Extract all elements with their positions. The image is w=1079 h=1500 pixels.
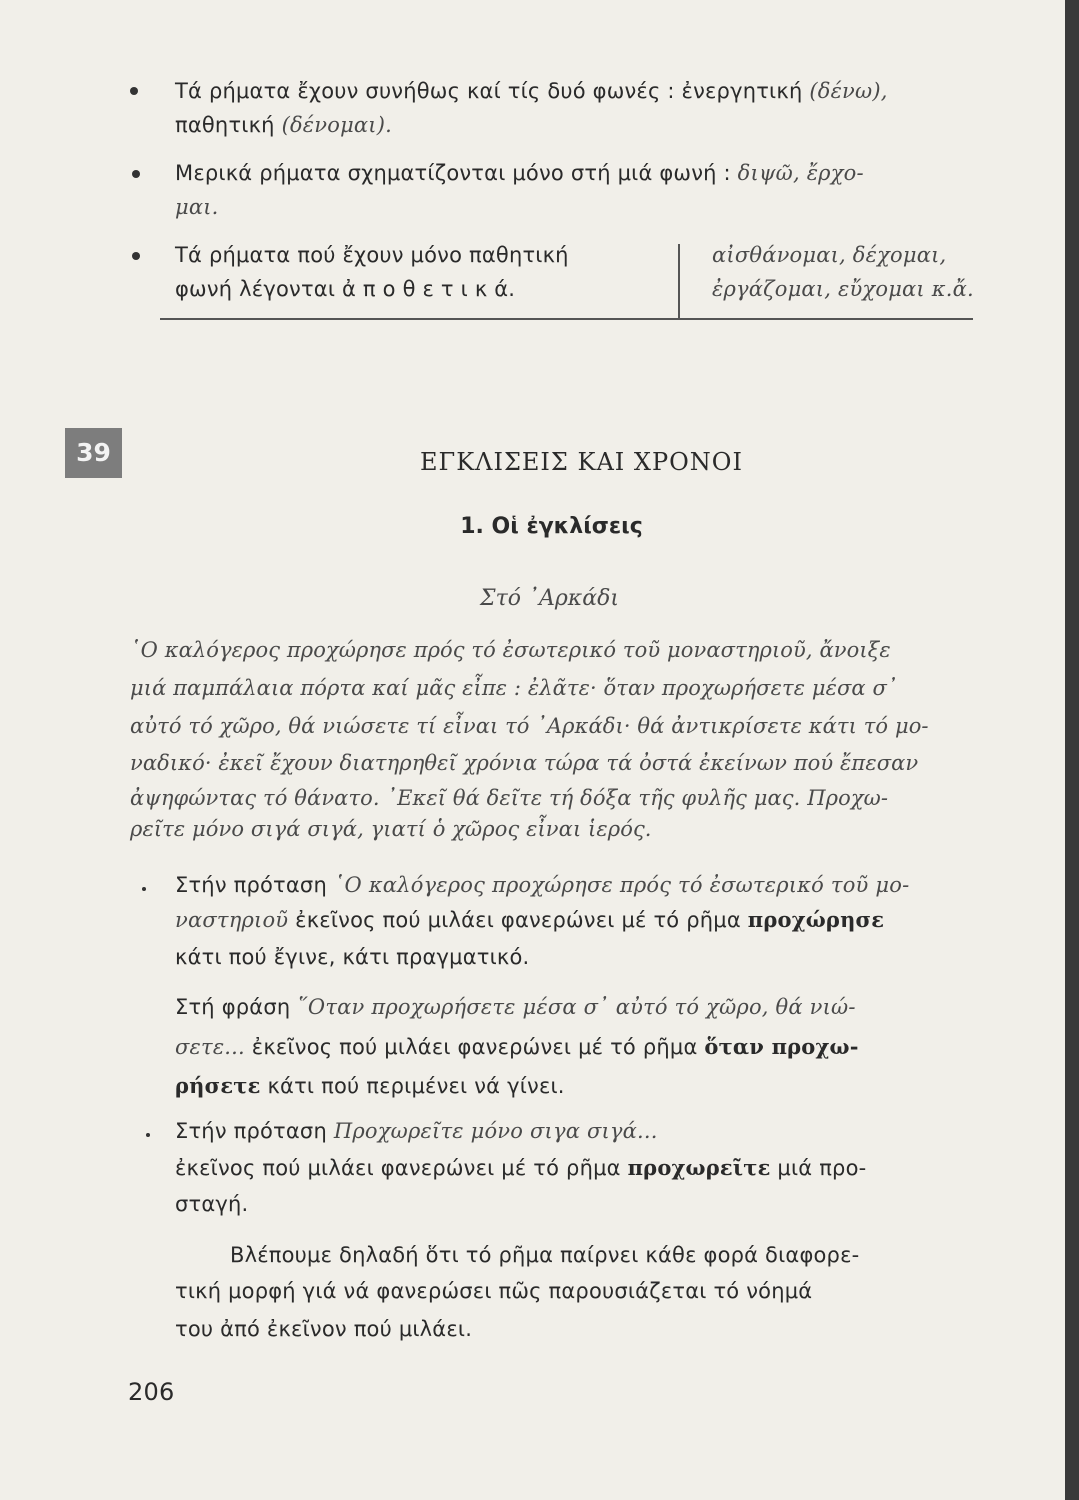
table-vertical-divider [678, 244, 680, 318]
explanation-p2-line1: Στή φράση ῞Οταν προχωρήσετε μέσα σ᾿ αὐτό τό χῶρο, θά νιώ- [175, 995, 856, 1019]
passage-title: Στό ᾿Αρκάδι [480, 586, 619, 611]
voices-bullet2-line2: μαι. [175, 195, 219, 219]
passage-line: ρεῖτε μόνο σιγά σιγά, γιατί ὁ χῶρος εἶναι ἱερός. [130, 817, 652, 841]
deponent-examples-line2: ἐργάζομαι, εὔχομαι κ.ἄ. [712, 277, 974, 301]
voices-bullet1-line1: Τά ρήματα ἔχουν συνήθως καί τίς δυό φωνές : ἐνεργητική (δένω), [175, 79, 888, 103]
passage-line: μιά παμπάλαια πόρτα καί μᾶς εἶπε : ἐλᾶτε· ὅταν προχωρήσετε μέσα σ᾿ [130, 676, 898, 700]
explanation-p3-line3: σταγή. [175, 1192, 249, 1216]
voices-bullet3-line2: φωνή λέγονται ἀ π ο θ ε τ ι κ ά. [175, 277, 516, 301]
voices-bullet2-line1: Μερικά ρήματα σχηματίζονται μόνο στή μιά φωνή : διψῶ, ἔρχο- [175, 161, 864, 185]
bullet-dot [146, 1133, 150, 1137]
explanation-p1-line1: Στήν πρόταση ῾Ο καλόγερος προχώρησε πρός τό ἐσωτερικό τοῦ μο- [175, 873, 910, 897]
section-title: ΕΓΚΛΙΣΕΙΣ ΚΑΙ ΧΡΟΝΟΙ [420, 448, 743, 476]
bullet-dot [132, 170, 140, 178]
table-bottom-rule [160, 318, 973, 320]
explanation-p1-line3: κάτι πού ἔγινε, κάτι πραγματικό. [175, 945, 530, 969]
explanation-p1-line2: ναστηριοῦ ἐκεῖνος πού μιλάει φανερώνει μέ τό ρῆμα προχώρησε [175, 907, 885, 932]
passage-line: ἀψηφώντας τό θάνατο. ᾿Εκεῖ θά δεῖτε τή δόξα τῆς φυλῆς μας. Προχω- [130, 786, 889, 810]
page-edge-shadow [1065, 0, 1079, 1500]
explanation-p4-line3: του ἀπό ἐκεῖνον πού μιλάει. [175, 1317, 473, 1341]
explanation-p4-line2: τική μορφή γιά νά φανερώσει πῶς παρουσιάζεται τό νόημά [175, 1279, 813, 1303]
explanation-p2-line3: ρήσετε κάτι πού περιμένει νά γίνει. [175, 1073, 565, 1098]
voices-bullet1-line2: παθητική (δένομαι). [175, 113, 393, 137]
section-subtitle: 1. Οἱ ἐγκλίσεις [460, 514, 643, 539]
bullet-dot [132, 252, 140, 260]
deponent-examples-line1: αἰσθάνομαι, δέχομαι, [712, 243, 947, 267]
explanation-p3-line2: ἐκεῖνος πού μιλάει φανερώνει μέ τό ρῆμα προχωρεῖτε μιά προ- [175, 1155, 867, 1180]
passage-line: αὐτό τό χῶρο, θά νιώσετε τί εἶναι τό ᾿Αρκάδι· θά ἀντικρίσετε κάτι τό μο- [130, 714, 929, 738]
explanation-p4-line1: Βλέπουμε δηλαδή ὅτι τό ρῆμα παίρνει κάθε φορά διαφορε- [230, 1243, 860, 1267]
explanation-p2-line2: σετε... ἐκεῖνος πού μιλάει φανερώνει μέ τό ρῆμα ὅταν προχω- [175, 1034, 859, 1059]
bullet-dot [142, 887, 146, 891]
section-number-tab: 39 [65, 428, 122, 478]
passage-line: ναδικό· ἐκεῖ ἔχουν διατηρηθεῖ χρόνια τώρα τά ὀστά ἐκείνων πού ἔπεσαν [130, 751, 919, 775]
voices-bullet3-line1: Τά ρήματα πού ἔχουν μόνο παθητική [175, 243, 569, 267]
bullet-dot [130, 87, 138, 95]
explanation-p3-line1: Στήν πρόταση Προχωρεῖτε μόνο σιγα σιγά... [175, 1119, 658, 1143]
passage-line: ῾Ο καλόγερος προχώρησε πρός τό ἐσωτερικό τοῦ μοναστηριοῦ, ἄνοιξε [130, 638, 891, 662]
page-number: 206 [128, 1378, 175, 1406]
